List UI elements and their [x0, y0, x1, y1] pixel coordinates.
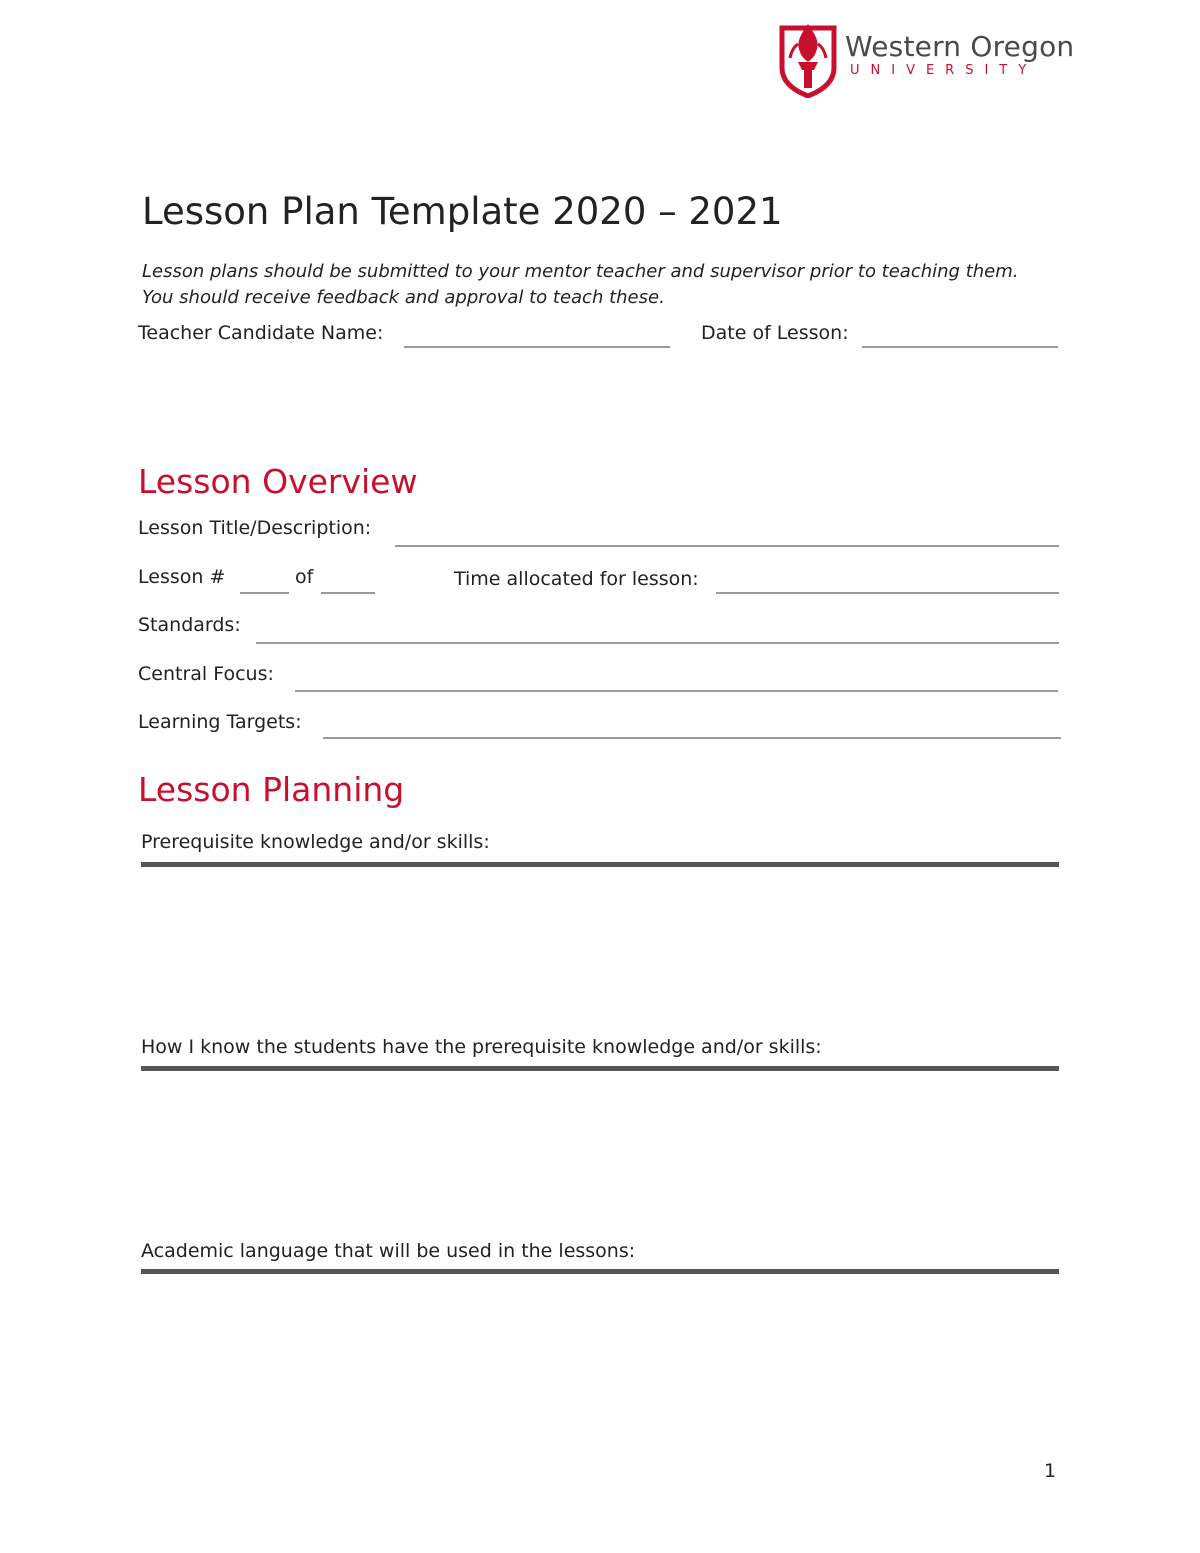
how-i-know-response-area[interactable]: [141, 1074, 1059, 1234]
lesson-overview-heading: Lesson Overview: [138, 462, 418, 501]
lesson-number-field[interactable]: [240, 592, 289, 594]
lesson-planning-heading: Lesson Planning: [138, 770, 405, 809]
standards-field[interactable]: [256, 642, 1059, 644]
lesson-total-field[interactable]: [321, 592, 375, 594]
logo-subtitle: UNIVERSITY: [850, 63, 1038, 78]
prerequisite-label: Prerequisite knowledge and/or skills:: [141, 831, 490, 853]
academic-language-divider: [141, 1269, 1059, 1274]
date-of-lesson-label: Date of Lesson:: [701, 322, 849, 344]
lesson-title-label: Lesson Title/Description:: [138, 517, 372, 539]
time-allocated-field[interactable]: [716, 592, 1059, 594]
learning-targets-field[interactable]: [323, 737, 1061, 739]
academic-language-label: Academic language that will be used in the lessons:: [141, 1240, 636, 1262]
time-allocated-label: Time allocated for lesson:: [454, 568, 699, 590]
candidate-name-label: Teacher Candidate Name:: [138, 322, 384, 344]
date-of-lesson-field[interactable]: [862, 346, 1058, 348]
central-focus-label: Central Focus:: [138, 663, 274, 685]
standards-label: Standards:: [138, 614, 241, 636]
lesson-title-field[interactable]: [395, 545, 1059, 547]
torch-shield-icon: [776, 18, 840, 98]
page-number: 1: [1044, 1460, 1057, 1482]
logo-wordmark: Western Oregon: [845, 30, 1075, 63]
document-title: Lesson Plan Template 2020 – 2021: [142, 190, 783, 233]
lesson-of-label: of: [295, 566, 314, 588]
lesson-number-label: Lesson #: [138, 566, 226, 588]
intro-text: Lesson plans should be submitted to your mentor teacher and supervisor prior to teaching them. You should receive feedback and approval to teach these.: [142, 261, 1019, 308]
how-i-know-divider: [141, 1066, 1059, 1071]
academic-language-response-area[interactable]: [141, 1277, 1059, 1437]
prerequisite-divider: [141, 862, 1059, 867]
learning-targets-label: Learning Targets:: [138, 711, 302, 733]
central-focus-field[interactable]: [295, 690, 1058, 692]
candidate-name-field[interactable]: [404, 346, 670, 348]
prerequisite-response-area[interactable]: [141, 870, 1059, 1030]
how-i-know-label: How I know the students have the prerequisite knowledge and/or skills:: [141, 1036, 822, 1058]
